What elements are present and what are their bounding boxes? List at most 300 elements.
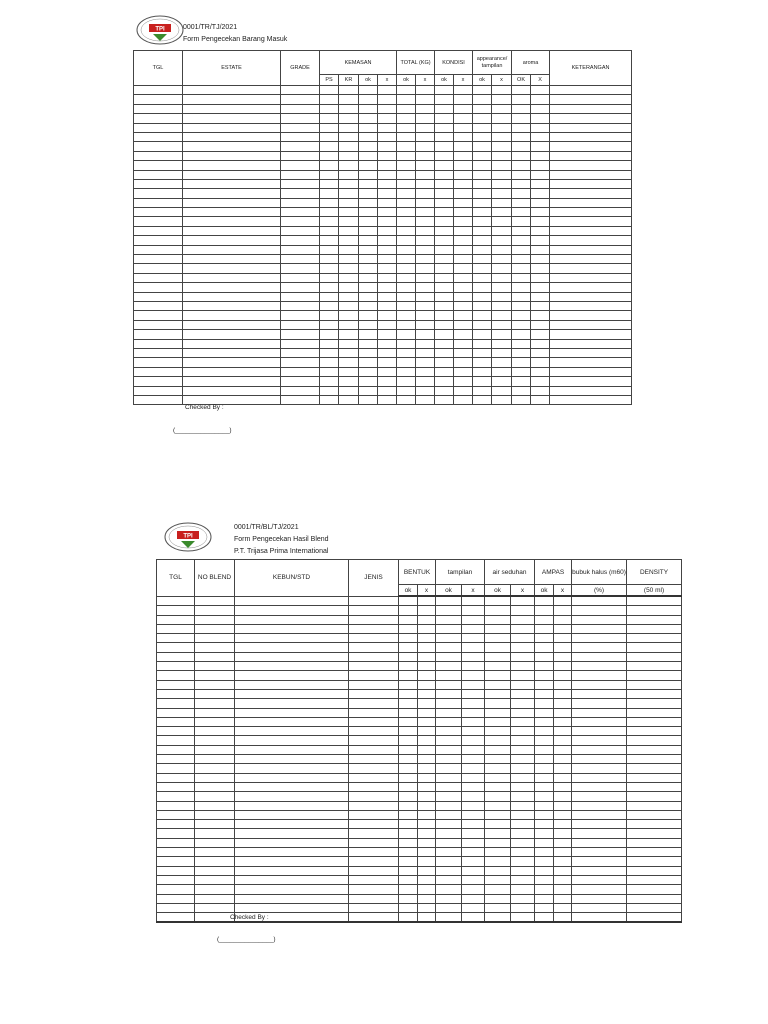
table-cell[interactable] xyxy=(485,903,511,912)
table-cell[interactable] xyxy=(554,596,572,606)
table-cell[interactable] xyxy=(554,643,572,652)
table-cell[interactable] xyxy=(535,838,554,847)
table-cell[interactable] xyxy=(339,330,359,339)
table-cell[interactable] xyxy=(183,114,281,123)
table-cell[interactable] xyxy=(492,395,512,404)
table-cell[interactable] xyxy=(462,903,485,912)
table-cell[interactable] xyxy=(418,829,436,838)
table-cell[interactable] xyxy=(435,179,454,188)
table-cell[interactable] xyxy=(485,717,511,726)
table-cell[interactable] xyxy=(572,913,627,923)
table-cell[interactable] xyxy=(359,311,378,320)
table-cell[interactable] xyxy=(531,283,550,292)
table-cell[interactable] xyxy=(281,198,320,207)
table-cell[interactable] xyxy=(399,745,418,754)
table-cell[interactable] xyxy=(473,198,492,207)
table-cell[interactable] xyxy=(399,773,418,782)
table-cell[interactable] xyxy=(492,330,512,339)
table-cell[interactable] xyxy=(531,301,550,310)
table-cell[interactable] xyxy=(554,671,572,680)
table-cell[interactable] xyxy=(492,198,512,207)
table-cell[interactable] xyxy=(531,358,550,367)
table-cell[interactable] xyxy=(485,745,511,754)
table-cell[interactable] xyxy=(416,114,435,123)
table-cell[interactable] xyxy=(320,292,339,301)
table-cell[interactable] xyxy=(535,810,554,819)
table-cell[interactable] xyxy=(134,301,183,310)
table-cell[interactable] xyxy=(512,283,531,292)
table-cell[interactable] xyxy=(627,773,682,782)
table-cell[interactable] xyxy=(627,848,682,857)
table-cell[interactable] xyxy=(157,652,195,661)
table-cell[interactable] xyxy=(416,311,435,320)
table-cell[interactable] xyxy=(399,810,418,819)
table-cell[interactable] xyxy=(397,386,416,395)
table-cell[interactable] xyxy=(531,217,550,226)
table-cell[interactable] xyxy=(572,875,627,884)
table-cell[interactable] xyxy=(235,643,349,652)
table-cell[interactable] xyxy=(512,245,531,254)
table-cell[interactable] xyxy=(378,236,397,245)
table-cell[interactable] xyxy=(235,894,349,903)
table-cell[interactable] xyxy=(359,292,378,301)
table-cell[interactable] xyxy=(339,123,359,132)
table-cell[interactable] xyxy=(492,132,512,141)
table-cell[interactable] xyxy=(454,132,473,141)
table-cell[interactable] xyxy=(320,170,339,179)
table-cell[interactable] xyxy=(454,104,473,113)
table-cell[interactable] xyxy=(418,615,436,624)
table-cell[interactable] xyxy=(157,782,195,791)
table-cell[interactable] xyxy=(435,283,454,292)
table-cell[interactable] xyxy=(195,838,235,847)
table-cell[interactable] xyxy=(531,264,550,273)
table-cell[interactable] xyxy=(157,662,195,671)
table-cell[interactable] xyxy=(195,643,235,652)
table-cell[interactable] xyxy=(485,773,511,782)
table-cell[interactable] xyxy=(418,634,436,643)
table-cell[interactable] xyxy=(183,292,281,301)
table-cell[interactable] xyxy=(320,114,339,123)
table-cell[interactable] xyxy=(183,386,281,395)
table-cell[interactable] xyxy=(349,596,399,606)
table-cell[interactable] xyxy=(195,773,235,782)
table-cell[interactable] xyxy=(535,634,554,643)
table-cell[interactable] xyxy=(418,689,436,698)
table-cell[interactable] xyxy=(397,264,416,273)
table-cell[interactable] xyxy=(627,699,682,708)
table-cell[interactable] xyxy=(512,264,531,273)
table-cell[interactable] xyxy=(378,189,397,198)
table-cell[interactable] xyxy=(157,755,195,764)
table-cell[interactable] xyxy=(397,292,416,301)
table-cell[interactable] xyxy=(339,189,359,198)
table-cell[interactable] xyxy=(397,367,416,376)
table-cell[interactable] xyxy=(511,727,535,736)
table-cell[interactable] xyxy=(462,810,485,819)
table-cell[interactable] xyxy=(473,320,492,329)
table-cell[interactable] xyxy=(378,179,397,188)
table-cell[interactable] xyxy=(511,643,535,652)
table-cell[interactable] xyxy=(183,226,281,235)
table-cell[interactable] xyxy=(349,624,399,633)
table-cell[interactable] xyxy=(627,829,682,838)
table-cell[interactable] xyxy=(492,142,512,151)
table-cell[interactable] xyxy=(554,913,572,923)
table-cell[interactable] xyxy=(134,208,183,217)
table-cell[interactable] xyxy=(511,596,535,606)
table-cell[interactable] xyxy=(195,634,235,643)
table-cell[interactable] xyxy=(359,245,378,254)
table-cell[interactable] xyxy=(435,226,454,235)
table-cell[interactable] xyxy=(134,226,183,235)
table-cell[interactable] xyxy=(416,161,435,170)
table-cell[interactable] xyxy=(134,292,183,301)
table-cell[interactable] xyxy=(378,198,397,207)
table-cell[interactable] xyxy=(572,699,627,708)
table-cell[interactable] xyxy=(416,330,435,339)
table-cell[interactable] xyxy=(454,292,473,301)
table-cell[interactable] xyxy=(399,662,418,671)
table-cell[interactable] xyxy=(454,86,473,95)
table-cell[interactable] xyxy=(531,245,550,254)
table-cell[interactable] xyxy=(512,142,531,151)
table-cell[interactable] xyxy=(320,226,339,235)
table-cell[interactable] xyxy=(235,838,349,847)
table-cell[interactable] xyxy=(195,745,235,754)
table-cell[interactable] xyxy=(235,829,349,838)
table-cell[interactable] xyxy=(281,264,320,273)
table-cell[interactable] xyxy=(281,339,320,348)
table-cell[interactable] xyxy=(418,745,436,754)
table-cell[interactable] xyxy=(554,624,572,633)
table-cell[interactable] xyxy=(235,903,349,912)
table-cell[interactable] xyxy=(550,377,632,386)
table-cell[interactable] xyxy=(436,717,462,726)
table-cell[interactable] xyxy=(512,292,531,301)
table-cell[interactable] xyxy=(627,810,682,819)
table-cell[interactable] xyxy=(454,245,473,254)
table-cell[interactable] xyxy=(183,95,281,104)
table-cell[interactable] xyxy=(195,820,235,829)
table-cell[interactable] xyxy=(511,717,535,726)
table-cell[interactable] xyxy=(134,114,183,123)
table-cell[interactable] xyxy=(436,596,462,606)
table-cell[interactable] xyxy=(436,615,462,624)
table-cell[interactable] xyxy=(195,913,235,923)
table-cell[interactable] xyxy=(572,820,627,829)
table-cell[interactable] xyxy=(195,903,235,912)
table-cell[interactable] xyxy=(416,395,435,404)
table-cell[interactable] xyxy=(572,857,627,866)
table-cell[interactable] xyxy=(550,273,632,282)
table-cell[interactable] xyxy=(418,875,436,884)
table-cell[interactable] xyxy=(281,123,320,132)
table-cell[interactable] xyxy=(462,782,485,791)
table-cell[interactable] xyxy=(416,189,435,198)
table-cell[interactable] xyxy=(320,236,339,245)
table-cell[interactable] xyxy=(349,689,399,698)
table-cell[interactable] xyxy=(535,736,554,745)
table-cell[interactable] xyxy=(462,736,485,745)
table-cell[interactable] xyxy=(512,189,531,198)
table-cell[interactable] xyxy=(397,339,416,348)
table-cell[interactable] xyxy=(378,104,397,113)
table-cell[interactable] xyxy=(435,123,454,132)
table-cell[interactable] xyxy=(195,848,235,857)
table-cell[interactable] xyxy=(554,680,572,689)
table-cell[interactable] xyxy=(134,217,183,226)
table-cell[interactable] xyxy=(535,755,554,764)
table-cell[interactable] xyxy=(554,708,572,717)
table-cell[interactable] xyxy=(535,866,554,875)
table-cell[interactable] xyxy=(435,114,454,123)
table-cell[interactable] xyxy=(399,708,418,717)
table-cell[interactable] xyxy=(512,320,531,329)
table-cell[interactable] xyxy=(436,624,462,633)
table-cell[interactable] xyxy=(511,652,535,661)
table-cell[interactable] xyxy=(359,386,378,395)
table-cell[interactable] xyxy=(397,208,416,217)
table-cell[interactable] xyxy=(436,652,462,661)
table-cell[interactable] xyxy=(550,226,632,235)
table-cell[interactable] xyxy=(235,699,349,708)
table-cell[interactable] xyxy=(416,255,435,264)
table-cell[interactable] xyxy=(195,829,235,838)
table-cell[interactable] xyxy=(535,643,554,652)
table-cell[interactable] xyxy=(485,652,511,661)
table-cell[interactable] xyxy=(183,132,281,141)
table-cell[interactable] xyxy=(550,320,632,329)
table-cell[interactable] xyxy=(535,894,554,903)
table-cell[interactable] xyxy=(339,264,359,273)
table-cell[interactable] xyxy=(492,236,512,245)
table-cell[interactable] xyxy=(462,829,485,838)
table-cell[interactable] xyxy=(418,624,436,633)
table-cell[interactable] xyxy=(492,301,512,310)
table-cell[interactable] xyxy=(339,132,359,141)
table-cell[interactable] xyxy=(359,339,378,348)
table-cell[interactable] xyxy=(183,320,281,329)
table-cell[interactable] xyxy=(572,764,627,773)
table-cell[interactable] xyxy=(157,801,195,810)
table-cell[interactable] xyxy=(554,857,572,866)
table-cell[interactable] xyxy=(359,104,378,113)
table-cell[interactable] xyxy=(436,662,462,671)
table-cell[interactable] xyxy=(627,782,682,791)
table-cell[interactable] xyxy=(235,717,349,726)
table-cell[interactable] xyxy=(339,348,359,357)
table-cell[interactable] xyxy=(572,903,627,912)
table-cell[interactable] xyxy=(492,179,512,188)
table-cell[interactable] xyxy=(416,217,435,226)
table-cell[interactable] xyxy=(399,643,418,652)
table-cell[interactable] xyxy=(531,132,550,141)
table-cell[interactable] xyxy=(512,330,531,339)
table-cell[interactable] xyxy=(359,151,378,160)
table-cell[interactable] xyxy=(416,292,435,301)
table-cell[interactable] xyxy=(134,367,183,376)
table-cell[interactable] xyxy=(473,142,492,151)
table-cell[interactable] xyxy=(339,367,359,376)
table-cell[interactable] xyxy=(134,358,183,367)
table-cell[interactable] xyxy=(195,792,235,801)
table-cell[interactable] xyxy=(492,189,512,198)
table-cell[interactable] xyxy=(627,764,682,773)
table-cell[interactable] xyxy=(492,86,512,95)
table-cell[interactable] xyxy=(627,727,682,736)
table-cell[interactable] xyxy=(627,792,682,801)
table-cell[interactable] xyxy=(281,330,320,339)
table-cell[interactable] xyxy=(436,829,462,838)
table-cell[interactable] xyxy=(454,198,473,207)
table-cell[interactable] xyxy=(235,727,349,736)
table-cell[interactable] xyxy=(550,395,632,404)
table-cell[interactable] xyxy=(554,782,572,791)
table-cell[interactable] xyxy=(320,217,339,226)
table-cell[interactable] xyxy=(554,820,572,829)
table-cell[interactable] xyxy=(183,283,281,292)
table-cell[interactable] xyxy=(554,736,572,745)
table-cell[interactable] xyxy=(235,606,349,615)
table-cell[interactable] xyxy=(454,123,473,132)
table-cell[interactable] xyxy=(320,208,339,217)
table-cell[interactable] xyxy=(281,179,320,188)
table-cell[interactable] xyxy=(462,652,485,661)
table-cell[interactable] xyxy=(399,624,418,633)
table-cell[interactable] xyxy=(627,596,682,606)
table-cell[interactable] xyxy=(134,95,183,104)
table-cell[interactable] xyxy=(511,913,535,923)
table-cell[interactable] xyxy=(485,699,511,708)
table-cell[interactable] xyxy=(454,395,473,404)
table-cell[interactable] xyxy=(134,273,183,282)
table-cell[interactable] xyxy=(492,348,512,357)
table-cell[interactable] xyxy=(473,226,492,235)
table-cell[interactable] xyxy=(535,848,554,857)
table-cell[interactable] xyxy=(485,624,511,633)
table-cell[interactable] xyxy=(397,330,416,339)
table-cell[interactable] xyxy=(554,699,572,708)
table-cell[interactable] xyxy=(378,339,397,348)
table-cell[interactable] xyxy=(399,848,418,857)
table-cell[interactable] xyxy=(485,662,511,671)
table-cell[interactable] xyxy=(399,838,418,847)
table-cell[interactable] xyxy=(399,652,418,661)
table-cell[interactable] xyxy=(436,820,462,829)
table-cell[interactable] xyxy=(554,764,572,773)
table-cell[interactable] xyxy=(462,699,485,708)
table-cell[interactable] xyxy=(339,245,359,254)
table-cell[interactable] xyxy=(195,782,235,791)
table-cell[interactable] xyxy=(462,866,485,875)
table-cell[interactable] xyxy=(320,311,339,320)
table-cell[interactable] xyxy=(454,114,473,123)
table-cell[interactable] xyxy=(399,857,418,866)
table-cell[interactable] xyxy=(531,292,550,301)
table-cell[interactable] xyxy=(195,717,235,726)
table-cell[interactable] xyxy=(281,142,320,151)
table-cell[interactable] xyxy=(436,680,462,689)
table-cell[interactable] xyxy=(627,717,682,726)
table-cell[interactable] xyxy=(511,866,535,875)
table-cell[interactable] xyxy=(195,671,235,680)
table-cell[interactable] xyxy=(235,810,349,819)
table-cell[interactable] xyxy=(436,885,462,894)
table-cell[interactable] xyxy=(378,208,397,217)
table-cell[interactable] xyxy=(454,179,473,188)
table-cell[interactable] xyxy=(416,358,435,367)
table-cell[interactable] xyxy=(627,866,682,875)
table-cell[interactable] xyxy=(418,727,436,736)
table-cell[interactable] xyxy=(134,161,183,170)
table-cell[interactable] xyxy=(485,810,511,819)
table-cell[interactable] xyxy=(399,764,418,773)
table-cell[interactable] xyxy=(435,170,454,179)
table-cell[interactable] xyxy=(531,255,550,264)
table-cell[interactable] xyxy=(378,264,397,273)
table-cell[interactable] xyxy=(531,208,550,217)
table-cell[interactable] xyxy=(397,217,416,226)
table-cell[interactable] xyxy=(359,348,378,357)
table-cell[interactable] xyxy=(554,717,572,726)
table-cell[interactable] xyxy=(436,606,462,615)
table-cell[interactable] xyxy=(399,792,418,801)
table-cell[interactable] xyxy=(485,801,511,810)
table-cell[interactable] xyxy=(492,358,512,367)
table-cell[interactable] xyxy=(462,671,485,680)
table-cell[interactable] xyxy=(572,624,627,633)
table-cell[interactable] xyxy=(531,198,550,207)
table-cell[interactable] xyxy=(485,643,511,652)
table-cell[interactable] xyxy=(399,717,418,726)
table-cell[interactable] xyxy=(492,226,512,235)
table-cell[interactable] xyxy=(320,367,339,376)
table-cell[interactable] xyxy=(462,662,485,671)
table-cell[interactable] xyxy=(554,773,572,782)
table-cell[interactable] xyxy=(462,624,485,633)
table-cell[interactable] xyxy=(416,142,435,151)
table-cell[interactable] xyxy=(418,699,436,708)
table-cell[interactable] xyxy=(492,320,512,329)
table-cell[interactable] xyxy=(485,792,511,801)
table-cell[interactable] xyxy=(462,745,485,754)
table-cell[interactable] xyxy=(462,708,485,717)
table-cell[interactable] xyxy=(554,866,572,875)
table-cell[interactable] xyxy=(134,189,183,198)
table-cell[interactable] xyxy=(349,829,399,838)
table-cell[interactable] xyxy=(399,866,418,875)
table-cell[interactable] xyxy=(134,320,183,329)
table-cell[interactable] xyxy=(320,395,339,404)
table-cell[interactable] xyxy=(320,104,339,113)
table-cell[interactable] xyxy=(511,634,535,643)
table-cell[interactable] xyxy=(627,745,682,754)
table-cell[interactable] xyxy=(535,903,554,912)
table-cell[interactable] xyxy=(492,104,512,113)
table-cell[interactable] xyxy=(531,114,550,123)
table-cell[interactable] xyxy=(436,727,462,736)
table-cell[interactable] xyxy=(349,866,399,875)
table-cell[interactable] xyxy=(485,680,511,689)
table-cell[interactable] xyxy=(183,123,281,132)
table-cell[interactable] xyxy=(454,170,473,179)
table-cell[interactable] xyxy=(157,792,195,801)
table-cell[interactable] xyxy=(462,894,485,903)
table-cell[interactable] xyxy=(572,755,627,764)
table-cell[interactable] xyxy=(485,829,511,838)
table-cell[interactable] xyxy=(416,198,435,207)
